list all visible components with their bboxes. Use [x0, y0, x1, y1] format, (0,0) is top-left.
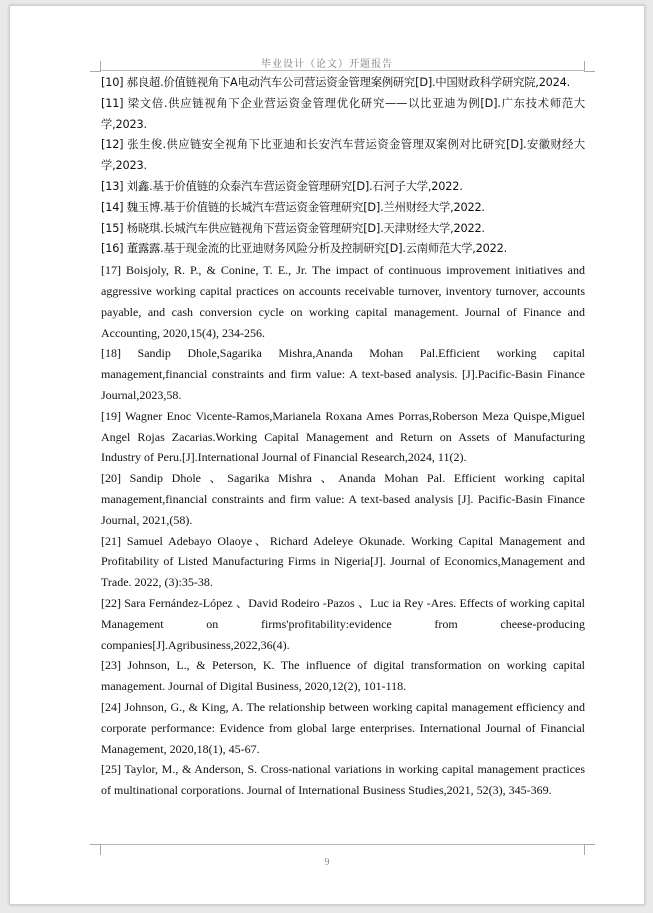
reference-entry: [24] Johnson, G., & King, A. The relationship between working capital management efficiency and corporate performance: Evidence from global large enterprises. International Journal of Financial Management, 2020,18(1), 45-67. — [101, 699, 585, 756]
crop-mark-top-left — [90, 61, 101, 72]
reference-entry: [17] Boisjoly, R. P., & Conine, T. E., Jr. The impact of continuous improvement initiatives and aggressive working capital practices on accounts receivable turnover, inventory turnover, accounts payable, and cash conversion cycle on working capital management. Journal of Finance and Accounting, 2020,15(4), 234-256. — [101, 263, 585, 340]
reference-entry: [12] 张生俊.供应链安全视角下比亚迪和长安汽车营运资金管理双案例对比研究[D].安徽财经大学,2023. — [101, 138, 585, 173]
reference-entry: [11] 梁文倍.供应链视角下企业营运资金管理优化研究——以比亚迪为例[D].广东技术师范大学,2023. — [101, 96, 585, 131]
crop-mark-bottom-left — [90, 844, 101, 855]
reference-entry: [10] 郝良超.价值链视角下A电动汽车公司营运资金管理案例研究[D].中国财政科学研究院,2024. — [101, 76, 571, 89]
reference-entry: [19] Wagner Enoc Vicente-Ramos,Marianela Roxana Ames Porras,Roberson Meza Quispe,Miguel Angel Rojas Zacarias.Working Capital Management and Return on Assets of Manufacturing Industry of Peru.[J].International Journal of Financial Research,2024, 11(2). — [101, 408, 585, 465]
document-page — [9, 5, 645, 905]
crop-mark-bottom-right — [584, 844, 595, 855]
page-header-title: 毕业设计（论文）开题报告 — [261, 59, 393, 70]
page-number: 9 — [324, 857, 330, 868]
crop-mark-top-right — [584, 61, 595, 72]
reference-list — [101, 73, 585, 801]
reference-entry: [25] Taylor, M., & Anderson, S. Cross-national variations in working capital management practices of multinational corporations. Journal of International Business Studies,2021, 52(3), 345-369. — [101, 762, 585, 798]
reference-entry: [15] 杨晓琪.长城汽车供应链视角下营运资金管理研究[D].天津财经大学,2022. — [101, 221, 485, 235]
reference-entry: [18] Sandip Dhole,Sagarika Mishra,Ananda Mohan Pal.Efficient working capital management,financial constraints and firm value: A text-based analysis. [J].Pacific-Basin Finance Journal,2023,58. — [101, 346, 585, 402]
reference-entry: [20] Sandip Dhole 、Sagarika Mishra 、Ananda Mohan Pal. Efficient working capital management,financial constraints and firm value: A text-based analysis [J]. Pacific-Basin Finance Journal, 2021,(58). — [101, 471, 585, 527]
reference-entry: [16] 董露露.基于现金流的比亚迪财务风险分析及控制研究[D].云南师范大学,2022. — [101, 242, 508, 256]
header-rule — [100, 70, 584, 71]
reference-entry: [23] Johnson, L., & Peterson, K. The influence of digital transformation on working capital management. Journal of Digital Business, 2020,12(2), 101-118. — [101, 658, 585, 694]
reference-entry: [13] 刘鑫.基于价值链的众泰汽车营运资金管理研究[D].石河子大学,2022. — [101, 179, 463, 193]
reference-entry: [22] Sara Fernández-López 、David Rodeiro -Pazos 、Luc ia Rey -Ares. Effects of working capital Management on firms'profitability:evidence from cheese-producing companies[J].Agribusiness,2022,36(4). — [101, 595, 585, 652]
reference-entry: [21] Samuel Adebayo Olaoye、Richard Adeleye Okunade. Working Capital Management and Profitability of Listed Manufacturing Firms in Nigeria[J]. Journal of Economics,Management and Trade. 2022, (3):35-38. — [101, 533, 585, 590]
reference-entry: [14] 魏玉博.基于价值链的长城汽车营运资金管理研究[D].兰州财经大学,2022. — [101, 200, 485, 214]
footer-rule — [100, 844, 584, 845]
